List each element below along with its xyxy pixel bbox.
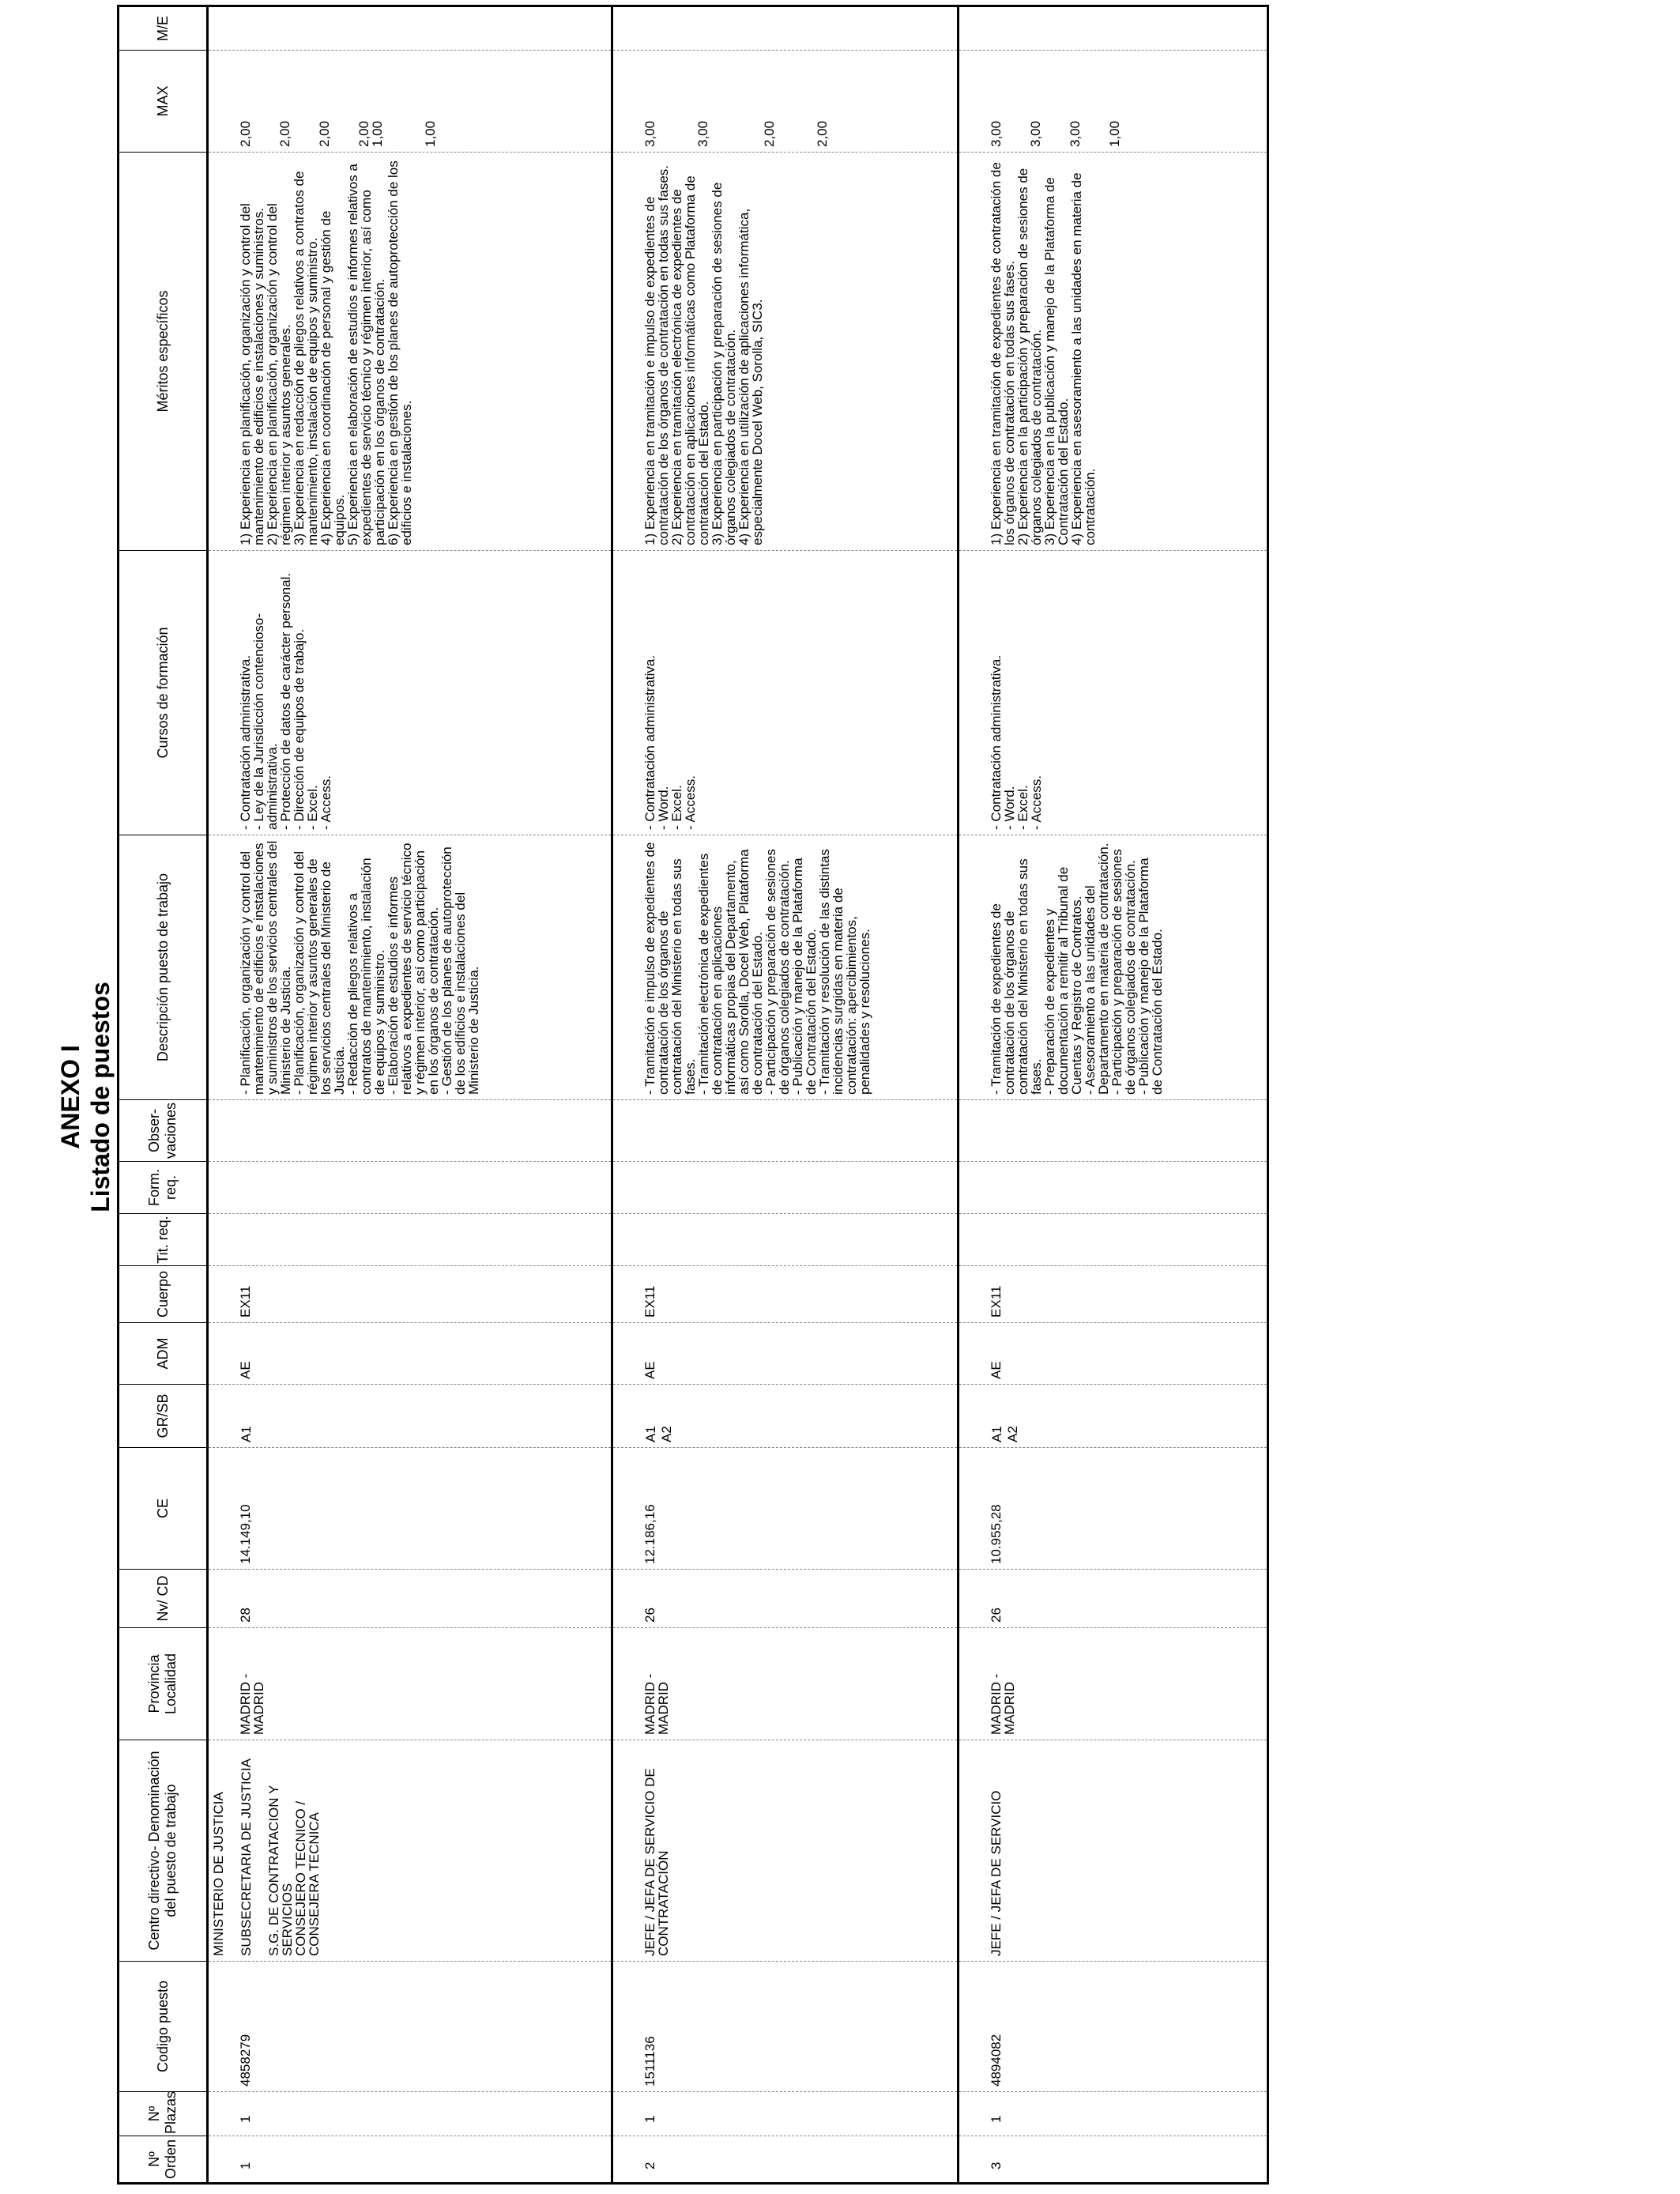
header-cursos: Cursos de formación [119,551,208,835]
cell-codigo: 4894082 [959,1962,1268,2092]
cell-centro [208,1740,612,1962]
cell-adm: AE [208,1323,612,1385]
puestos-table [117,5,1269,2185]
header-nivel: Nv/ CD [119,1570,208,1628]
table-row [208,6,612,2184]
header-centro: Centro directivo- Denominación del puesto de trabajo [119,1740,208,1962]
cell-meritos [208,153,612,551]
max-value: 3,00 [989,120,1004,147]
cell-ce: 10.955,28 [959,1448,1268,1570]
merito-item: 6) Experiencia en gestión de los planes de autoprotección de los edificios e instalaciones. [386,160,414,545]
cell-cursos: - Contratación administrativa. - Ley de la Jurisdicción contencioso-administrativa. - Protección de datos de carácter personal. - Dirección de equipos de trabajo. - Excel. - Access. [208,551,612,835]
header-meritos: Méritos específicos [119,153,208,551]
cell-cuerpo: EX11 [612,1266,959,1323]
cell-descripcion: - Tramitación de expedientes de contratación de los órganos de contratación del Ministerio en todas sus fases. - Preparación de expedientes y documentación a remitir al Tribunal de Cuentas y Registro de Contratos. - Asesoramiento a las unidades del Departamento en materia de contratación. - Participación y preparación de sesiones de órganos colegiados de contratación. - Publicación y manejo de la Plataforma de Contratación del Estado. [959,835,1268,1100]
centro-line: S.G. DE CONTRATACION Y SERVICIOS [266,1785,295,1956]
title-block [55,0,115,2194]
merito-item: 1) Experiencia en tramitación de expedientes de contratación de los órganos de contratación en todas sus fases. [989,162,1017,545]
header-orden: Nº Orden [119,2136,208,2184]
table-body [208,6,1268,2184]
cell-grupo: A1 A2 [612,1385,959,1448]
max-value: 2,00 [277,120,292,147]
cell-adm: AE [612,1323,959,1385]
header-codigo: Codigo puesto [119,1962,208,2092]
merito-item: 4) Experiencia en coordinación de personal y gestión de equipos. [318,210,347,545]
merito-item: 4) Experiencia en asesoramiento a las unidades en materia de contratación. [1069,172,1098,545]
centro-line: SUBSECRETARIA DE JUSTICIA [239,1758,254,1956]
merito-item: 1) Experiencia en planificación, organización y control del mantenimiento de edificios e instalaciones y suministros. [238,203,266,545]
merito-item: 2) Experiencia en planificación, organización y control del régimen interior y asuntos generales. [265,203,293,545]
max-value: 2,00 [356,120,371,147]
cell-formacion [612,1162,959,1214]
cell-observaciones [612,1100,959,1162]
cell-cuerpo: EX11 [208,1266,612,1323]
cell-me [959,6,1268,51]
merito-item: 2) Experiencia en la participación y preparación de sesiones de órganos colegiados de contratación. [1015,168,1044,545]
table-row [959,6,1268,2184]
merito-item: 5) Experiencia en elaboración de estudios e informes relativos a expedientes de servicio técnico y régimen interior, así como participación en los órganos de contratación. [345,164,387,545]
centro-line: MINISTERIO DE JUSTICIA [211,1792,226,1956]
cell-max [959,51,1268,153]
max-value: 2,00 [762,120,777,147]
cell-titulacion [612,1214,959,1266]
cell-orden: 2 [612,2136,959,2184]
max-value: 1,00 [423,120,438,147]
cell-me [612,6,959,51]
cell-nivel: 28 [208,1570,612,1628]
cell-max [612,51,959,153]
cell-descripcion: - Tramitación e impulso de expedientes de contratación de los órganos de contratación del Ministerio en todas sus fases. - Tramitación electrónica de expedientes de contratación en aplicaciones informáticas propias del Departamento, así como Sorolla, Docel Web, Plataforma de contratación del Estado. - Participación y preparación de sesiones de órganos colegiados de contratación. - Publicación y manejo de la Plataforma de Contratación del Estado. - Tramitación y resolución de las distintas incidencias surgidas en materia de contratación: apercibimientos, penalidades y resoluciones. [612,835,959,1100]
cell-provincia: MADRID - MADRID [208,1628,612,1740]
cell-plazas: 1 [959,2092,1268,2136]
document-subtitle: Listado de puestos [86,982,115,1212]
header-cuerpo: Cuerpo [119,1266,208,1323]
header-row [119,6,208,2184]
merito-item: 4) Experiencia en utilización de aplicaciones informática, especialmente Docel Web, Sorolla, SIC3. [736,208,765,545]
cell-titulacion [959,1214,1268,1266]
cell-codigo: 1511136 [612,1962,959,2092]
cell-meritos [612,153,959,551]
cell-grupo: A1 A2 [959,1385,1268,1448]
table-row [612,6,959,2184]
cell-orden: 1 [208,2136,612,2184]
merito-item: 2) Experiencia en tramitación electrónica de expedientes de contratación en aplicaciones informáticas como Plataforma de contratación del Estado. [669,175,711,545]
max-value: 2,00 [317,120,332,147]
max-value: 2,00 [238,120,253,147]
max-value: 1,00 [1107,120,1122,147]
cell-nivel: 26 [612,1570,959,1628]
header-provincia: Provincia Localidad [119,1628,208,1740]
header-titulacion: Tit. req. [119,1214,208,1266]
cell-formacion [959,1162,1268,1214]
cell-cursos: - Contratación administrativa. - Word. - Excel. - Access. [612,551,959,835]
cell-adm: AE [959,1323,1268,1385]
cell-provincia: MADRID - MADRID [959,1628,1268,1740]
header-plazas: Nº Plazas [119,2092,208,2136]
max-value: 2,00 [815,120,830,147]
cell-meritos [959,153,1268,551]
header-formacion: Form. req. [119,1162,208,1214]
cell-orden: 3 [959,2136,1268,2184]
cell-me [208,6,612,51]
cell-observaciones [208,1100,612,1162]
cell-observaciones [959,1100,1268,1162]
cell-centro [959,1740,1268,1962]
cell-max [208,51,612,153]
centro-line: CONSEJERO TECNICO / CONSEJERA TECNICA [293,1800,322,1956]
cell-grupo: A1 [208,1385,612,1448]
cell-centro [612,1740,959,1962]
cell-descripcion: - Planificación, organización y control del mantenimiento de edificios e instalaciones y suministros de los servicios centrales del Ministerio de Justicia. - Planificación, organización y control del régimen interior y asuntos generales de los servicios centrales del Ministerio de Justicia. - Redacción de pliegos relativos a contratos de mantenimiento, instalación de equipos y suministro. - Elaboración de estudios e informes relativos a expedientes de servicio técnico y régimen interior, así como participación en los órganos de contratación. - Gestión de los planes de autoprotección de los edificios e instalaciones del Ministerio de Justicia. [208,835,612,1100]
centro-line: JEFE / JEFA DE SERVICIO [989,1790,1004,1956]
centro-line: JEFE / JEFA DE SERVICIO DE CONTRATACIÓN [642,1768,671,1956]
cell-formacion [208,1162,612,1214]
max-value: 3,00 [1068,120,1083,147]
cell-ce: 12.186,16 [612,1448,959,1570]
max-value: 3,00 [642,120,657,147]
table-header [119,6,208,2184]
header-adm: ADM [119,1323,208,1385]
header-grupo: GR/SB [119,1385,208,1448]
cell-ce: 14.149,10 [208,1448,612,1570]
header-me: M/E [119,6,208,51]
cell-provincia: MADRID - MADRID [612,1628,959,1740]
max-value: 3,00 [695,120,710,147]
cell-plazas: 1 [208,2092,612,2136]
cell-codigo: 4858279 [208,1962,612,2092]
merito-item: 3) Experiencia en redacción de pliegos relativos a contratos de mantenimiento, instalación de equipos y suministro. [292,171,320,545]
cell-nivel: 26 [959,1570,1268,1628]
cell-titulacion [208,1214,612,1266]
cell-cursos: - Contratación administrativa. - Word. - Excel. - Access. [959,551,1268,835]
header-ce: CE [119,1448,208,1570]
cell-plazas: 1 [612,2092,959,2136]
header-max: MAX [119,51,208,153]
cell-cuerpo: EX11 [959,1266,1268,1323]
merito-item: 1) Experiencia en tramitación e impulso de expedientes de contratación de los órganos de contratación en todas sus fases. [642,164,671,545]
merito-item: 3) Experiencia en la publicación y manejo de la Plataforma de Contratación del Estado. [1042,177,1071,545]
header-descripcion: Descripción puesto de trabajo [119,835,208,1100]
merito-item: 3) Experiencia en participación y preparación de sesiones de órganos colegiados de contratación. [710,182,738,545]
max-value: 1,00 [370,120,385,147]
max-value: 3,00 [1028,120,1043,147]
header-observaciones: Obser- vaciones [119,1100,208,1162]
document-title: ANEXO I [56,1045,85,1149]
